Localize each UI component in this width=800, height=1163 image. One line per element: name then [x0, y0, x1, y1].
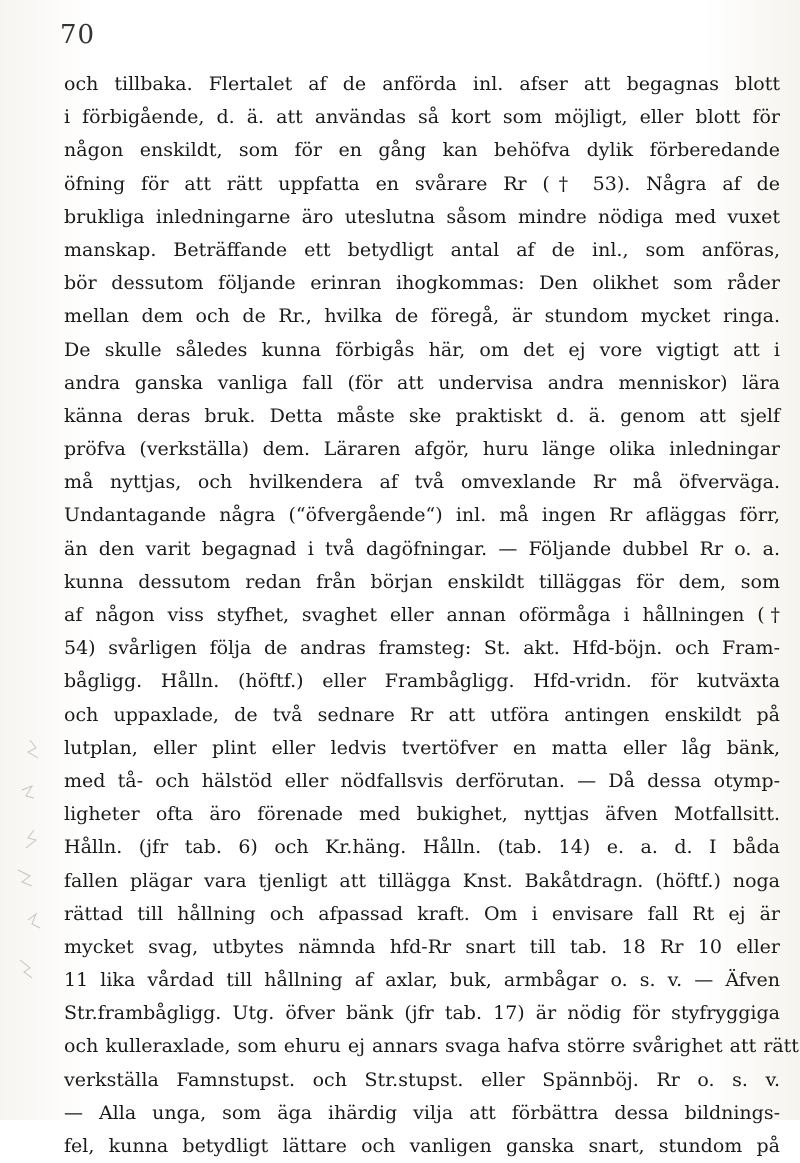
- page-number: 70: [60, 20, 96, 50]
- text-line: ligheter ofta äro förenade med bukighet, nyttjas äfven Motfallsitt.: [64, 803, 780, 826]
- text-line: bör dessutom följande erinran ihogkommas: Den olikhet som råder: [64, 272, 780, 295]
- text-line: andra ganska vanliga fall (för att undervisa andra menniskor) lära: [64, 371, 780, 394]
- text-line: fel, kunna betydligt lättare och vanligen ganska snart, stundom på: [64, 1135, 780, 1157]
- text-line: känna deras bruk. Detta måste ske praktiskt d. ä. genom att sjelf: [64, 404, 780, 427]
- text-line: lutplan, eller plint eller ledvis tvertöfver en matta eller låg bänk,: [64, 736, 780, 759]
- text-line: bågligg. Hålln. (höftf.) eller Frambågligg. Hfd-vridn. för kutväxta: [64, 670, 780, 693]
- text-line: pröfva (verkställa) dem. Läraren afgör, huru länge olika inledningar: [64, 438, 780, 461]
- text-line: än den varit begagnad i två dagöfningar. — Följande dubbel Rr o. a.: [64, 537, 780, 560]
- text-line: 11 lika vårdad till hållning af axlar, buk, armbågar o. s. v. — Äfven: [64, 969, 780, 992]
- margin-pencil-marks: [0, 720, 60, 1120]
- text-line: öfning för att rätt uppfatta en svårare Rr († 53). Några af de: [64, 172, 780, 195]
- text-line: Hålln. (jfr tab. 6) och Kr.häng. Hålln. (tab. 14) e. a. d. I båda: [64, 836, 780, 859]
- text-line: fallen plägar vara tjenligt att tillägga Knst. Bakåtdragn. (höftf.) noga: [64, 869, 780, 892]
- text-line: någon enskildt, som för en gång kan behöfva dylik förberedande: [64, 139, 780, 162]
- text-line: 54) svårligen följa de andras framsteg: St. akt. Hfd-böjn. och Fram-: [64, 637, 780, 660]
- text-line: kunna dessutom redan från början enskildt tilläggas för dem, som: [64, 570, 780, 593]
- text-line: — Alla unga, som äga ihärdig vilja att förbättra dessa bildnings-: [64, 1101, 780, 1124]
- text-line: mellan dem och de Rr., hvilka de föregå, är stundom mycket ringa.: [64, 305, 780, 328]
- text-line: och kulleraxlade, som ehuru ej annars svaga hafva större svårighet att rätt: [64, 1035, 799, 1058]
- text-line: mycket svag, utbytes nämnda hfd-Rr snart till tab. 18 Rr 10 eller: [64, 935, 780, 958]
- text-line: manskap. Beträffande ett betydligt antal af de inl., som anföras,: [64, 238, 780, 261]
- text-line: och uppaxlade, de två sednare Rr att utföra antingen enskildt på: [64, 703, 780, 726]
- text-line: med tå- och hälstöd eller nödfallsvis derförutan. — Då dessa otymp-: [64, 769, 780, 792]
- body-text: [64, 68, 799, 1163]
- text-line: De skulle således kunna förbigås här, om det ej vore vigtigt att i: [64, 338, 780, 361]
- text-line: och tillbaka. Flertalet af de anförda inl. afser att begagnas blott: [64, 73, 780, 95]
- text-line: rättad till hållning och afpassad kraft. Om i envisare fall Rt ej är: [64, 902, 780, 925]
- text-line: verkställa Famnstupst. och Str.stupst. eller Spännböj. Rr o. s. v.: [64, 1068, 780, 1091]
- text-line: Undantagande några (“öfvergående“) inl. må ingen Rr afläggas förr,: [64, 504, 780, 527]
- text-line: brukliga inledningarne äro uteslutna såsom mindre nödiga med vuxet: [64, 205, 780, 228]
- text-line: i förbigående, d. ä. att användas så kort som möjligt, eller blott för: [64, 106, 780, 129]
- text-line: må nyttjas, och hvilkendera af två omvexlande Rr må öfverväga.: [64, 471, 780, 494]
- text-line: af någon viss styfhet, svaghet eller annan oförmåga i hållningen (†: [64, 604, 780, 626]
- text-line: Str.frambågligg. Utg. öfver bänk (jfr tab. 17) är nödig för styfryggiga: [64, 1002, 780, 1025]
